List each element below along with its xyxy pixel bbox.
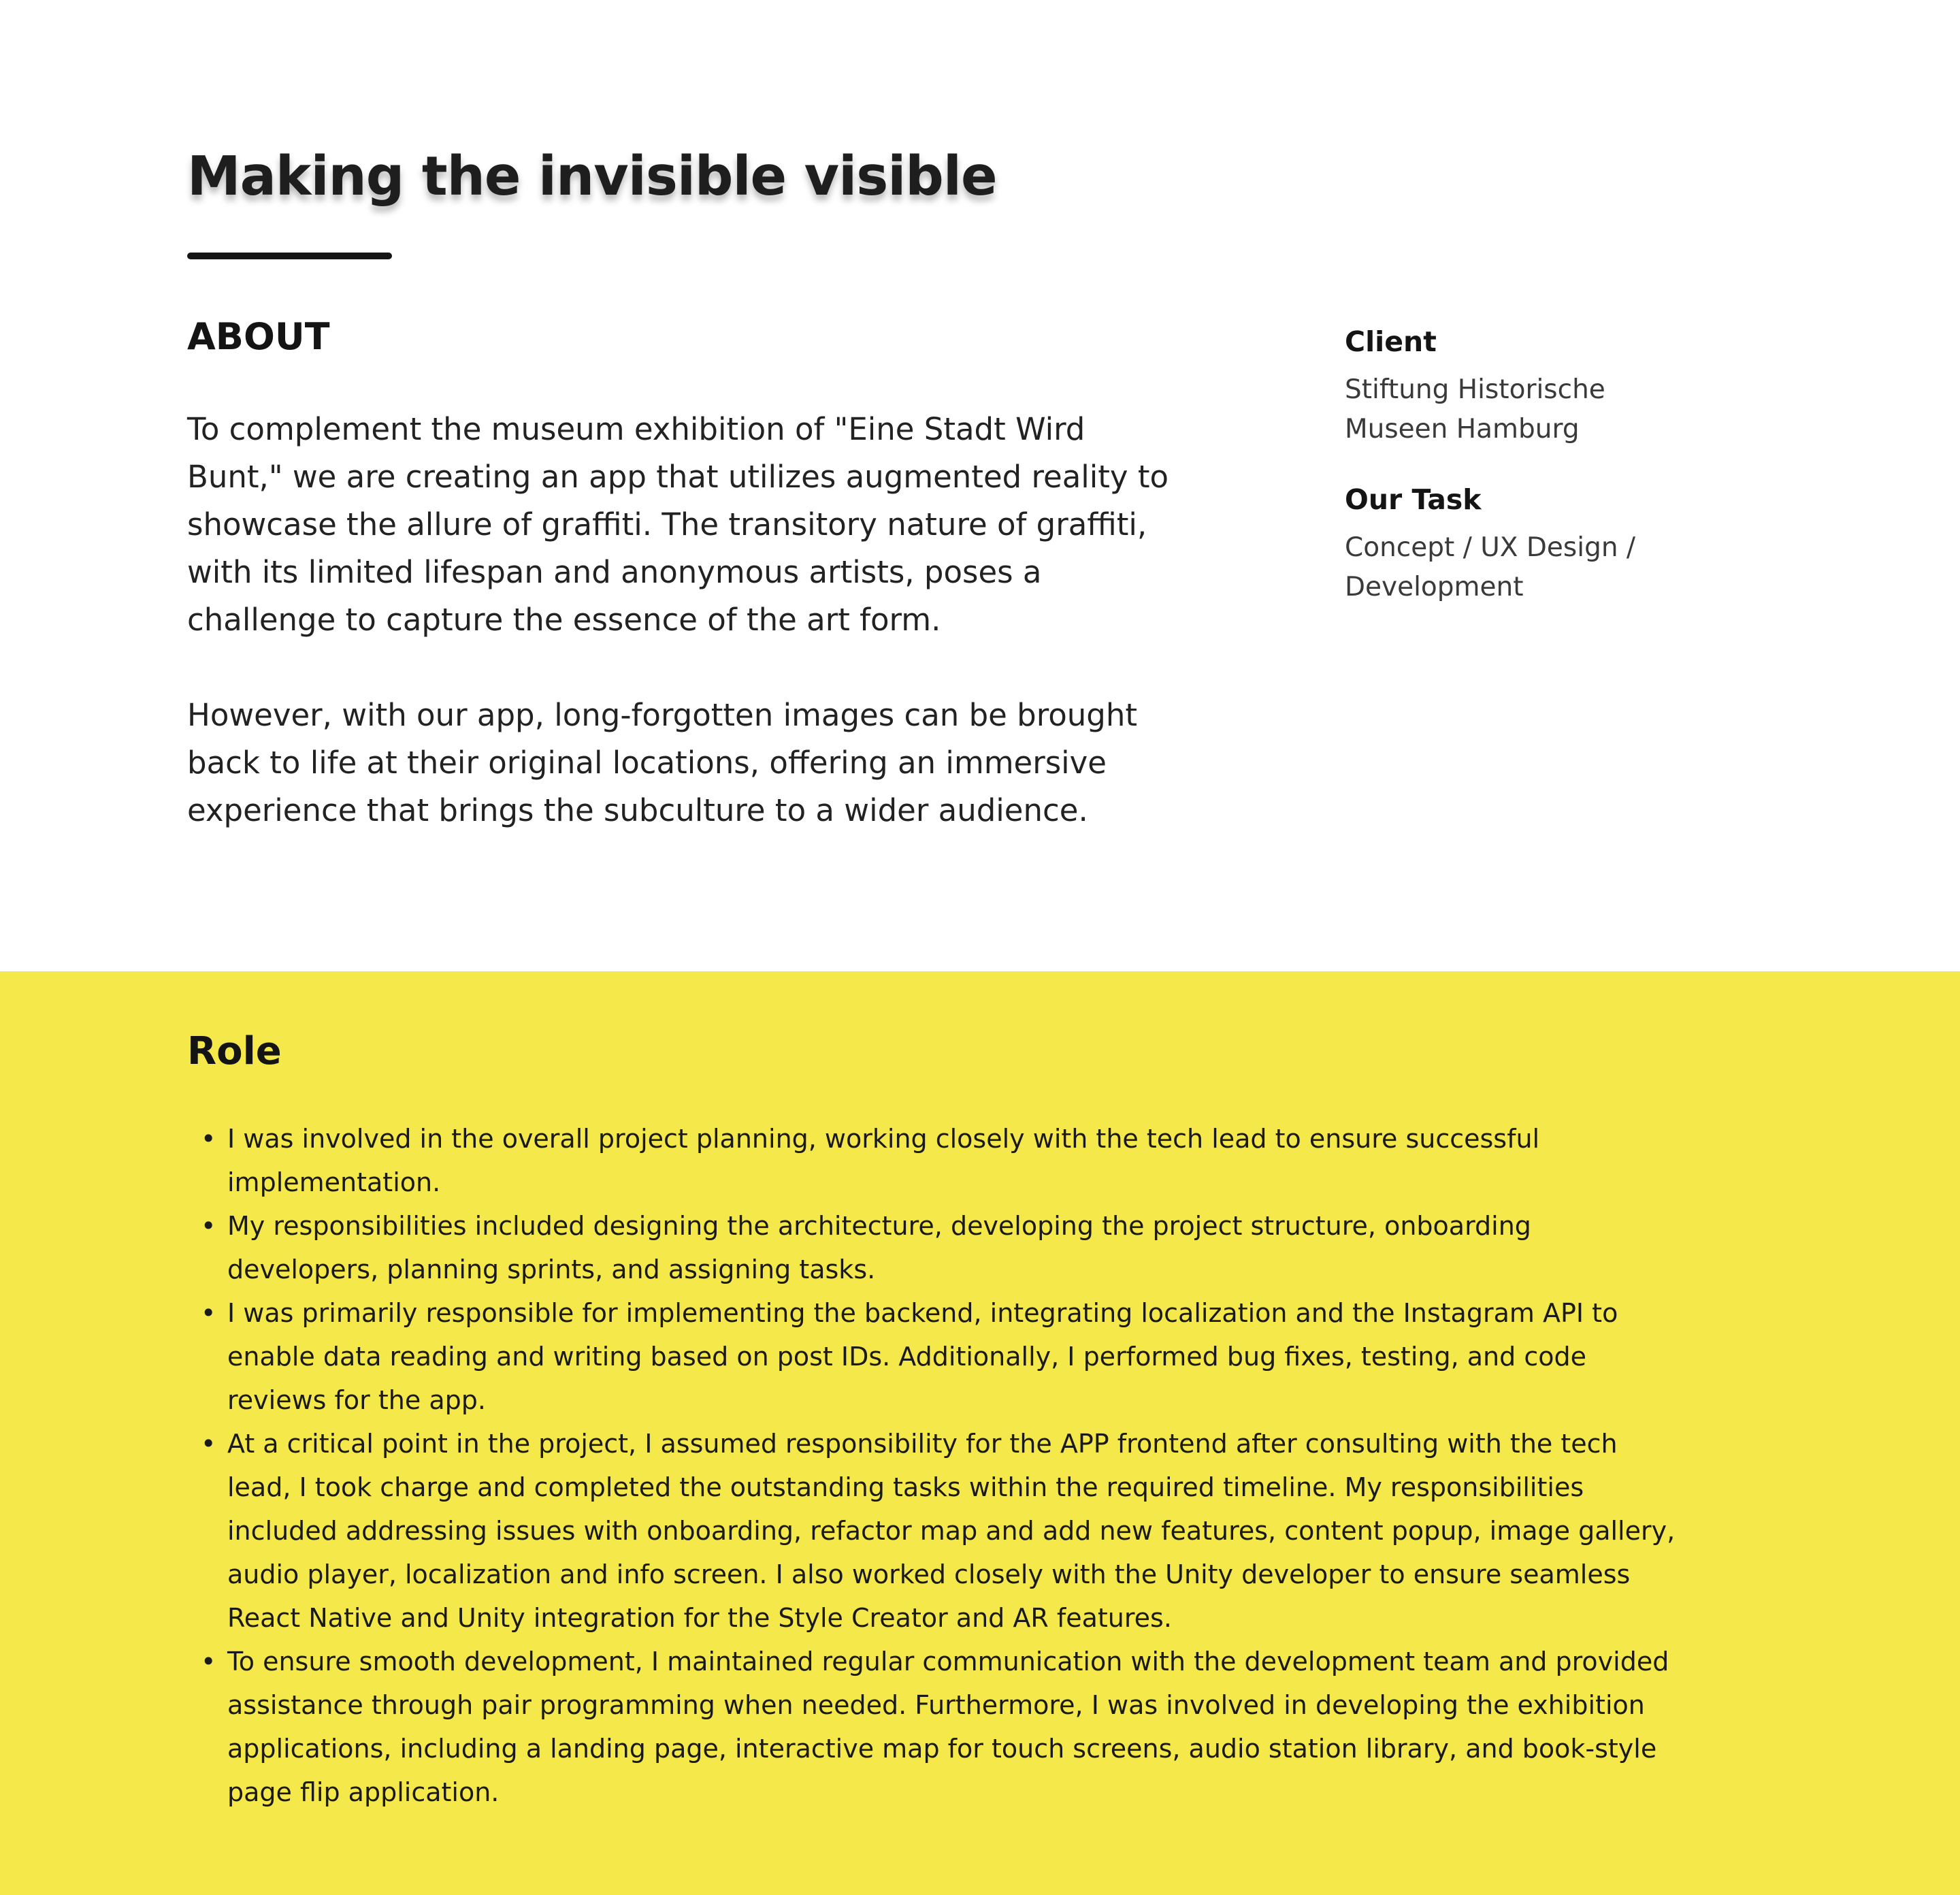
- client-block: [1345, 323, 1767, 449]
- page-title: Making the invisible visible: [187, 145, 997, 208]
- role-list-item: • At a critical point in the project, I assumed responsibility for the APP frontend after consulting with the tech lead, I took charge and completed the outstanding tasks within the required timeline. My responsibilities included addressing issues with onboarding, refactor map and add new features, content popup, image gallery, audio player, localization and info screen. I also worked closely with the Unity developer to ensure seamless React Native and Unity integration for the Style Creator and AR features.: [187, 1422, 1684, 1640]
- task-block: [1345, 481, 1767, 607]
- client-label: Client: [1345, 325, 1437, 358]
- client-value: [1345, 370, 1767, 449]
- role-section: [0, 971, 1960, 1895]
- client-line: Museen Hamburg: [1345, 414, 1580, 444]
- role-list-item: • I was primarily responsible for implementing the backend, integrating localization and the Instagram API to enable data reading and writing based on post IDs. Additionally, I performed bug fixes, testing, and code reviews for the app.: [187, 1291, 1684, 1422]
- about-text: [187, 406, 1181, 835]
- task-value: [1345, 528, 1767, 607]
- project-meta: [1345, 323, 1767, 607]
- client-line: Stiftung Historische: [1345, 374, 1605, 405]
- task-line: Development: [1345, 572, 1524, 602]
- title-underline: [187, 253, 392, 259]
- task-label: Our Task: [1345, 483, 1482, 516]
- task-line: Concept / UX Design /: [1345, 532, 1636, 563]
- role-heading: Role: [187, 1029, 282, 1073]
- about-paragraph: To complement the museum exhibition of "Eine Stadt Wird Bunt," we are creating an app that utilizes augmented reality to showcase the allure of graffiti. The transitory nature of graffiti, with its limited lifespan and anonymous artists, poses a challenge to capture the essence of the art form.: [187, 411, 1169, 638]
- role-list-item: • To ensure smooth development, I maintained regular communication with the development team and provided assistance through pair programming when needed. Furthermore, I was involved in developing the exhibition applications, including a landing page, interactive map for touch screens, audio station library, and book-style page flip application.: [187, 1640, 1684, 1814]
- about-heading: ABOUT: [187, 315, 330, 358]
- role-list: [187, 1117, 1684, 1814]
- role-list-item: • My responsibilities included designing the architecture, developing the project structure, onboarding developers, planning sprints, and assigning tasks.: [187, 1204, 1684, 1291]
- role-list-item: • I was involved in the overall project planning, working closely with the tech lead to ensure successful implementation.: [187, 1117, 1684, 1204]
- about-paragraph: However, with our app, long-forgotten images can be brought back to life at their original locations, offering an immersive experience that brings the subculture to a wider audience.: [187, 697, 1138, 828]
